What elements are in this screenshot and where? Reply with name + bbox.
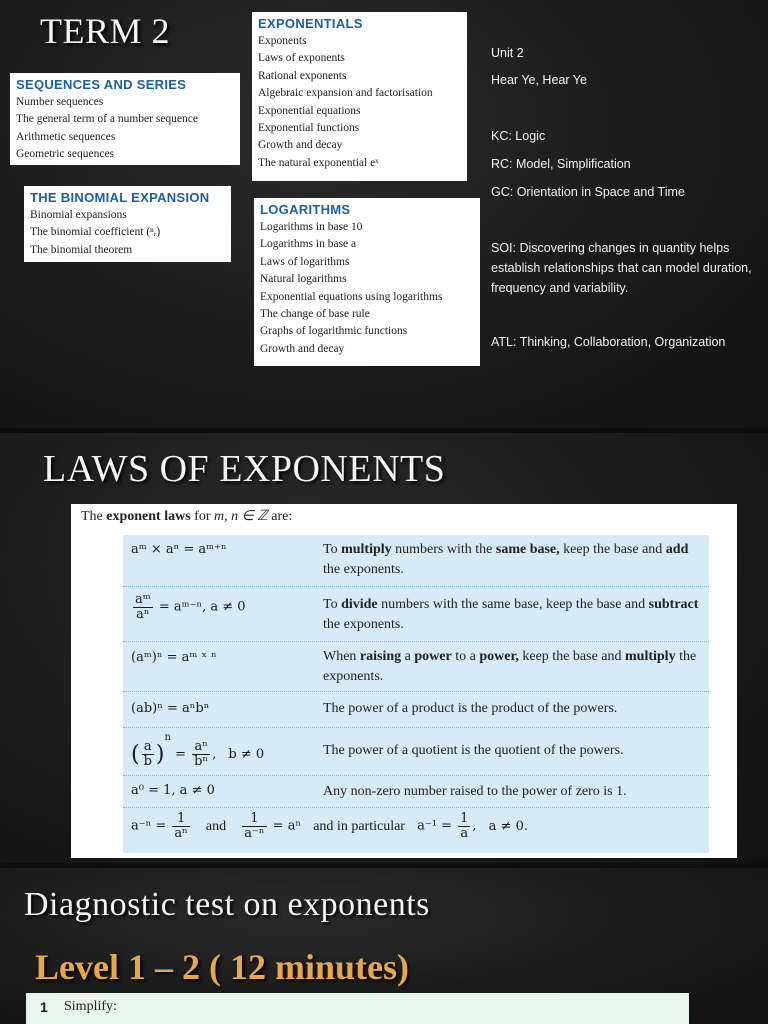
question-text: Simplify: <box>64 999 117 1014</box>
level-heading: Level 1 – 2 ( 12 minutes) <box>35 947 409 987</box>
list-item: The binomial coefficient (ⁿᵣ) <box>30 226 161 239</box>
law-row <box>123 776 709 808</box>
slide-title: LAWS OF EXPONENTS <box>43 448 446 490</box>
law-row <box>123 587 709 642</box>
list-item: The natural exponential eˣ <box>258 156 379 169</box>
laws-intro <box>81 508 292 525</box>
list-item: Laws of exponents <box>258 52 345 65</box>
list-item: Binomial expansions <box>30 209 127 221</box>
exponentials-box <box>252 12 467 181</box>
law-description: The power of a product is the product of the powers. <box>323 701 618 716</box>
laws-panel <box>71 504 737 858</box>
law-formula: aᵐ × aⁿ = aᵐ⁺ⁿ <box>131 542 227 557</box>
list-item: Graphs of logarithmic functions <box>260 325 408 338</box>
key-concept: KC: Logic <box>491 129 546 143</box>
law-formula: ( $\frac{a}{b}$ )$^n$ = $\frac{\text{aⁿ}}{\text{bⁿ}}$ , b ≠ 0 <box>131 732 265 769</box>
fraction: $\frac{1}{\text{aⁿ}}$ <box>174 811 188 841</box>
laws-table <box>123 535 709 853</box>
list-item: Algebraic expansion and factorisation <box>258 87 433 100</box>
logarithms-box <box>254 198 480 366</box>
list-item: The binomial theorem <box>30 243 133 256</box>
intro-math: m, n ∈ ℤ <box>214 509 268 524</box>
list-item: Exponential equations <box>258 104 361 117</box>
slide-laws-of-exponents <box>0 433 768 863</box>
law-formula: $\frac{\text{aᵐ}}{\text{aⁿ}}$ = aᵐ⁻ⁿ, a ≠ 0 <box>135 592 246 622</box>
slide-diagnostic-test <box>0 868 768 1024</box>
slide-title: Diagnostic test on exponents <box>24 886 430 923</box>
list-item: Logarithms in base 10 <box>260 221 363 233</box>
law-formula: a⁰ = 1, a ≠ 0 <box>131 783 215 798</box>
intro-text: are: <box>271 509 293 524</box>
list-item: Growth and decay <box>258 139 343 152</box>
list-item: Laws of logarithms <box>260 255 350 268</box>
list-item: Rational exponents <box>258 69 347 82</box>
binomial-box <box>24 186 231 262</box>
list-item: Geometric sequences <box>16 148 115 161</box>
list-item: Number sequences <box>16 96 104 108</box>
list-item: Logarithms in base a <box>260 238 357 251</box>
global-context: GC: Orientation in Space and Time <box>491 185 685 199</box>
intro-text: The <box>81 509 103 524</box>
unit-title: Hear Ye, Hear Ye <box>491 73 587 87</box>
list-item: The general term of a number sequence <box>16 113 198 126</box>
law-formula: (ab)ⁿ = aⁿbⁿ <box>131 701 210 716</box>
question-box <box>26 993 689 1024</box>
list-item: Exponential equations using logarithms <box>260 290 443 303</box>
slide-title: TERM 2 <box>40 11 171 51</box>
atl-skills: ATL: Thinking, Collaboration, Organization <box>491 335 726 349</box>
law-row <box>123 728 709 776</box>
law-description: When raising a power to a power, keep the base and multiply the exponents. <box>323 649 697 684</box>
fraction: $\frac{1}{\text{a⁻ⁿ}}$ <box>244 811 265 841</box>
law-formula: a⁻ⁿ = $\frac{1}{\text{aⁿ}}$ and $\frac{1}{\text{a⁻ⁿ}}$ = aⁿ and in particular a⁻¹ = $\frac{1}{a}$ , a ≠ 0. <box>131 811 528 841</box>
fraction: $\frac{a}{b}$ <box>143 739 152 769</box>
law-description: To multiply numbers with the same base, keep the base and add the exponents. <box>323 542 689 577</box>
unit-label: Unit 2 <box>491 46 524 60</box>
list-item: Exponential functions <box>258 122 360 135</box>
slide-term-2 <box>0 0 768 428</box>
law-row <box>123 642 709 692</box>
question-number: 1 <box>40 999 48 1015</box>
binomial-heading: THE BINOMIAL EXPANSION <box>30 190 210 205</box>
statement-of-inquiry: SOI: Discovering changes in quantity helps establish relationships that can model duration, frequency and variability. <box>491 241 752 295</box>
law-description: Any non-zero number raised to the power of zero is 1. <box>323 784 627 799</box>
law-description: The power of a quotient is the quotient of the powers. <box>323 743 624 758</box>
sequences-box <box>10 73 240 165</box>
list-item: Exponents <box>258 35 307 47</box>
fraction: $\frac{1}{a}$ <box>460 811 469 841</box>
fraction: $\frac{\text{aⁿ}}{\text{bⁿ}}$ <box>194 739 209 769</box>
fraction: $\frac{\text{aᵐ}}{\text{aⁿ}}$ <box>135 592 151 622</box>
law-row <box>123 692 709 728</box>
exponentials-heading: EXPONENTIALS <box>258 16 363 31</box>
law-row <box>123 535 709 587</box>
intro-bold: exponent laws <box>106 509 191 524</box>
intro-text: for <box>194 509 211 524</box>
law-formula: (aᵐ)ⁿ = aᵐ ˣ ⁿ <box>131 650 217 665</box>
logarithms-heading: LOGARITHMS <box>260 202 351 217</box>
list-item: Growth and decay <box>260 342 345 355</box>
sequences-heading: SEQUENCES AND SERIES <box>16 77 187 92</box>
related-concepts: RC: Model, Simplification <box>491 157 631 171</box>
law-row <box>123 808 709 853</box>
list-item: Arithmetic sequences <box>16 130 116 143</box>
law-description: To divide numbers with the same base, keep the base and subtract the exponents. <box>323 597 699 632</box>
list-item: The change of base rule <box>260 308 370 321</box>
list-item: Natural logarithms <box>260 273 347 286</box>
